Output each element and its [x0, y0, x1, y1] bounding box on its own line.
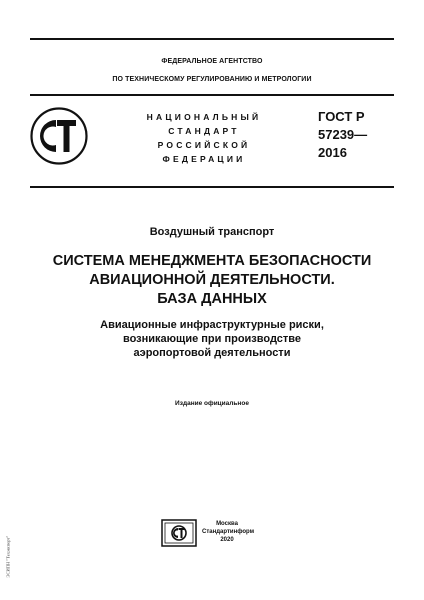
- agency-line-1: ФЕДЕРАЛЬНОЕ АГЕНТСТВО: [161, 58, 263, 65]
- middle-rule: [30, 94, 394, 96]
- document-subtitle: [20, 318, 404, 360]
- gost-number: [318, 108, 398, 162]
- gost-line: ГОСТ Р: [318, 109, 365, 124]
- publisher-city: Москва: [216, 521, 238, 527]
- top-rule: [30, 38, 394, 40]
- publisher-info: [202, 520, 255, 544]
- gost-r-emblem-icon: [30, 107, 88, 165]
- national-line: СТАНДАРТ: [168, 126, 240, 136]
- national-line: НАЦИОНАЛЬНЫЙ: [146, 112, 262, 122]
- gost-line: 2016: [318, 145, 347, 160]
- agency-line-2: ПО ТЕХНИЧЕСКОМУ РЕГУЛИРОВАНИЮ И МЕТРОЛОГИИ: [112, 76, 312, 83]
- side-watermark-note: ЭСИПН "Техэксперт": [5, 535, 11, 578]
- national-standard-label: [122, 110, 286, 166]
- subtitle-line: аэропортовой деятельности: [133, 347, 291, 359]
- standartinform-logo-icon: [161, 519, 197, 547]
- gost-line: 57239—: [318, 127, 368, 142]
- title-line: СИСТЕМА МЕНЕДЖМЕНТА БЕЗОПАСНОСТИ: [52, 253, 372, 269]
- lower-rule: [30, 186, 394, 188]
- national-line: РОССИЙСКОЙ: [157, 140, 251, 150]
- title-line: АВИАЦИОННОЙ ДЕЯТЕЛЬНОСТИ.: [89, 272, 335, 288]
- edition-label: Издание официальное: [175, 400, 249, 407]
- subtitle-line: Авиационные инфраструктурные риски,: [100, 319, 324, 331]
- publisher-name: Стандартинформ: [202, 529, 255, 535]
- national-line: ФЕДЕРАЦИИ: [162, 154, 246, 164]
- subtitle-line: возникающие при производстве: [122, 333, 302, 345]
- publisher-year: 2020: [220, 537, 234, 543]
- document-category: Воздушный транспорт: [149, 226, 275, 238]
- title-line: БАЗА ДАННЫХ: [157, 291, 267, 307]
- document-title: [20, 252, 404, 309]
